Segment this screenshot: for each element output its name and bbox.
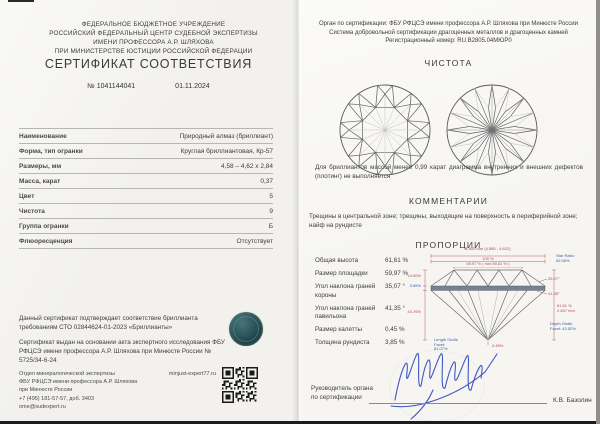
pavilion-angle-label: 41.35° [548,291,560,296]
row-value: Б [268,222,273,230]
signatory-role-line: по сертификации [311,394,362,401]
table-row [19,144,273,159]
row-value: Природный алмаз (бриллиант) [179,132,273,140]
signatory-role [311,384,373,402]
table-row [19,129,273,144]
row-value: Круглая бриллиантовая, Кр-57 [180,147,273,155]
issuance-statement: Сертификат выдан на основании акта экспертного исследования ФБУ РФЦСЭ имени профессора А.Р. Шляхова при Минюсте России № 5725/34-6-24 [19,339,225,364]
pavilion-depth-label: 43.76% [407,309,421,314]
certificate-title: СЕРТИФИКАТ СООТВЕТСТВИЯ [44,57,253,71]
table-row [19,204,273,219]
conformity-statement: Данный сертификат подтверждает соответствие бриллианта требованиям СТО 02844624-01-2023 «Бриллианты» [19,315,198,331]
diamond-spec-table [19,128,273,249]
page-fold [292,0,304,424]
proportion-label: Размер калетты [315,326,363,333]
row-value: Отсутствует [236,237,273,245]
row-label: Форма, тип огранки [19,147,83,155]
clarity-section-title: ЧИСТОТА [424,58,473,68]
girdle-thickness-label: 3.85% [409,283,421,288]
certificate-number: № 1041144041 [87,83,136,90]
length-girdle-facet-label: Length Girdle Facet: 81.07% [434,337,459,352]
row-label: Наименование [19,132,67,140]
proportion-value: 59,97 % [385,270,409,277]
proportion-label: Общая высота [315,257,359,264]
crown-height-label: 14.00% [407,273,421,278]
row-label: Чистота [19,207,45,215]
certification-body-block [307,20,590,46]
table-dim-label: 59.97 % ( mm 59.81 % ) [453,262,523,267]
comments-text: Трещины в центральной зоне; трещины, выходящие на поверхность в периферийной зоне; найф на рундисте [309,213,578,229]
certificate-left-page [0,0,297,424]
row-value: 4,58 – 4,62 х 2,84 [220,162,273,170]
row-label: Цвет [19,192,35,200]
row-value: 9 [269,207,273,215]
table-row [19,234,273,249]
contact-block [19,370,137,411]
proportions-section-title: ПРОПОРЦИИ [415,240,482,250]
table-row [19,159,273,174]
signatory-name: К.В. Базолин [553,397,592,404]
proportion-value: 3,85 % [385,339,405,346]
diameter-dim-label: 4.605 mm (4.580 - 4.622) [465,246,511,251]
proportion-label: Угол наклона граней короны [315,283,376,299]
proportion-label: Размер площадки [315,270,368,277]
comments-section-title: КОММЕНТАРИИ [408,196,489,206]
row-label: Масса, карат [19,177,61,185]
proportion-value: 61,61 % [385,257,409,264]
certificate-date: 01.11.2024 [175,83,210,90]
signature-line [369,403,547,404]
certificate-right-page [297,0,600,424]
crown-angle-label: 35.07° [548,276,560,281]
proportion-value: 41,35 ° [385,304,406,312]
issuer-name-block [28,20,279,56]
total-depth-label: 61.61 % 2.837 mm [557,303,575,313]
contact-line: Отдел минералогической экспертизы [19,371,115,377]
table-row [19,189,273,204]
row-value: 0,37 [260,177,273,185]
scan-edge-mark [8,0,34,2]
table-row [19,174,273,189]
proportion-label: Толщина рундиста [315,339,370,346]
scan-edge-right [596,0,600,424]
website-url: minjust-expert77.ru [168,371,216,377]
certification-system-line: Система добровольной сертификации драгоценных металлов и драгоценных камней [329,29,568,36]
star-ratio-label: Star Ratio: 52.08% [556,253,575,263]
qr-code [222,367,258,403]
row-value: 5 [269,192,273,200]
proportion-value: 35,07 ° [385,283,406,290]
contact-line: при Минюсте России [19,387,73,394]
proportion-value: 0,45 % [385,326,405,333]
proportion-label: Угол наклона граней павильона [315,304,376,320]
table-row [19,219,273,234]
full-width-dim-label: 100 % [468,257,508,262]
issuer-line: РОССИЙСКИЙ ФЕДЕРАЛЬНЫЙ ЦЕНТР СУДЕБНОЙ ЭКСПЕРТИЗЫ [49,30,258,37]
registration-number: Регистрационный номер: RU.В2805.04МЮР0 [385,38,512,44]
issuer-line: ФЕДЕРАЛЬНОЕ БЮДЖЕТНОЕ УЧРЕЖДЕНИЕ [81,21,226,28]
contact-line: ФБУ РФЦСЭ имени профессора А.Р. Шляхова [19,379,138,386]
plotting-note: Для бриллиантов массой менее 0,99 карат диаграмма внутренних и внешних дефектов (плотинг) не выполняется [315,164,583,180]
culet-size-label: 0.45% [492,343,504,348]
contact-phone: +7 (495) 181-57-57, доб. 3403 [19,395,95,402]
signatory-role-line: Руководитель органа [311,385,373,392]
row-label: Группа огранки [19,222,69,230]
depth-girdle-facet-label: Depth Girdle Facet: 42.52% [550,321,576,331]
contact-email: ome@sudexpert.ru [19,403,66,410]
row-label: Размеры, мм [19,162,62,170]
issuer-line: ПРИ МИНИСТЕРСТВЕ ЮСТИЦИИ РОССИЙСКОЙ ФЕДЕРАЦИИ [54,48,253,55]
row-label: Флюоресценция [19,237,73,245]
certificate-number-row [0,83,297,90]
certification-body-line: Орган по сертификации: ФБУ РФЦСЭ имени профессора А.Р. Шляхова при Минюсте России [319,21,578,27]
issuer-line: ИМЕНИ ПРОФЕССОРА А.Р. ШЛЯХОВА [93,39,214,46]
hologram-seal [229,312,263,346]
